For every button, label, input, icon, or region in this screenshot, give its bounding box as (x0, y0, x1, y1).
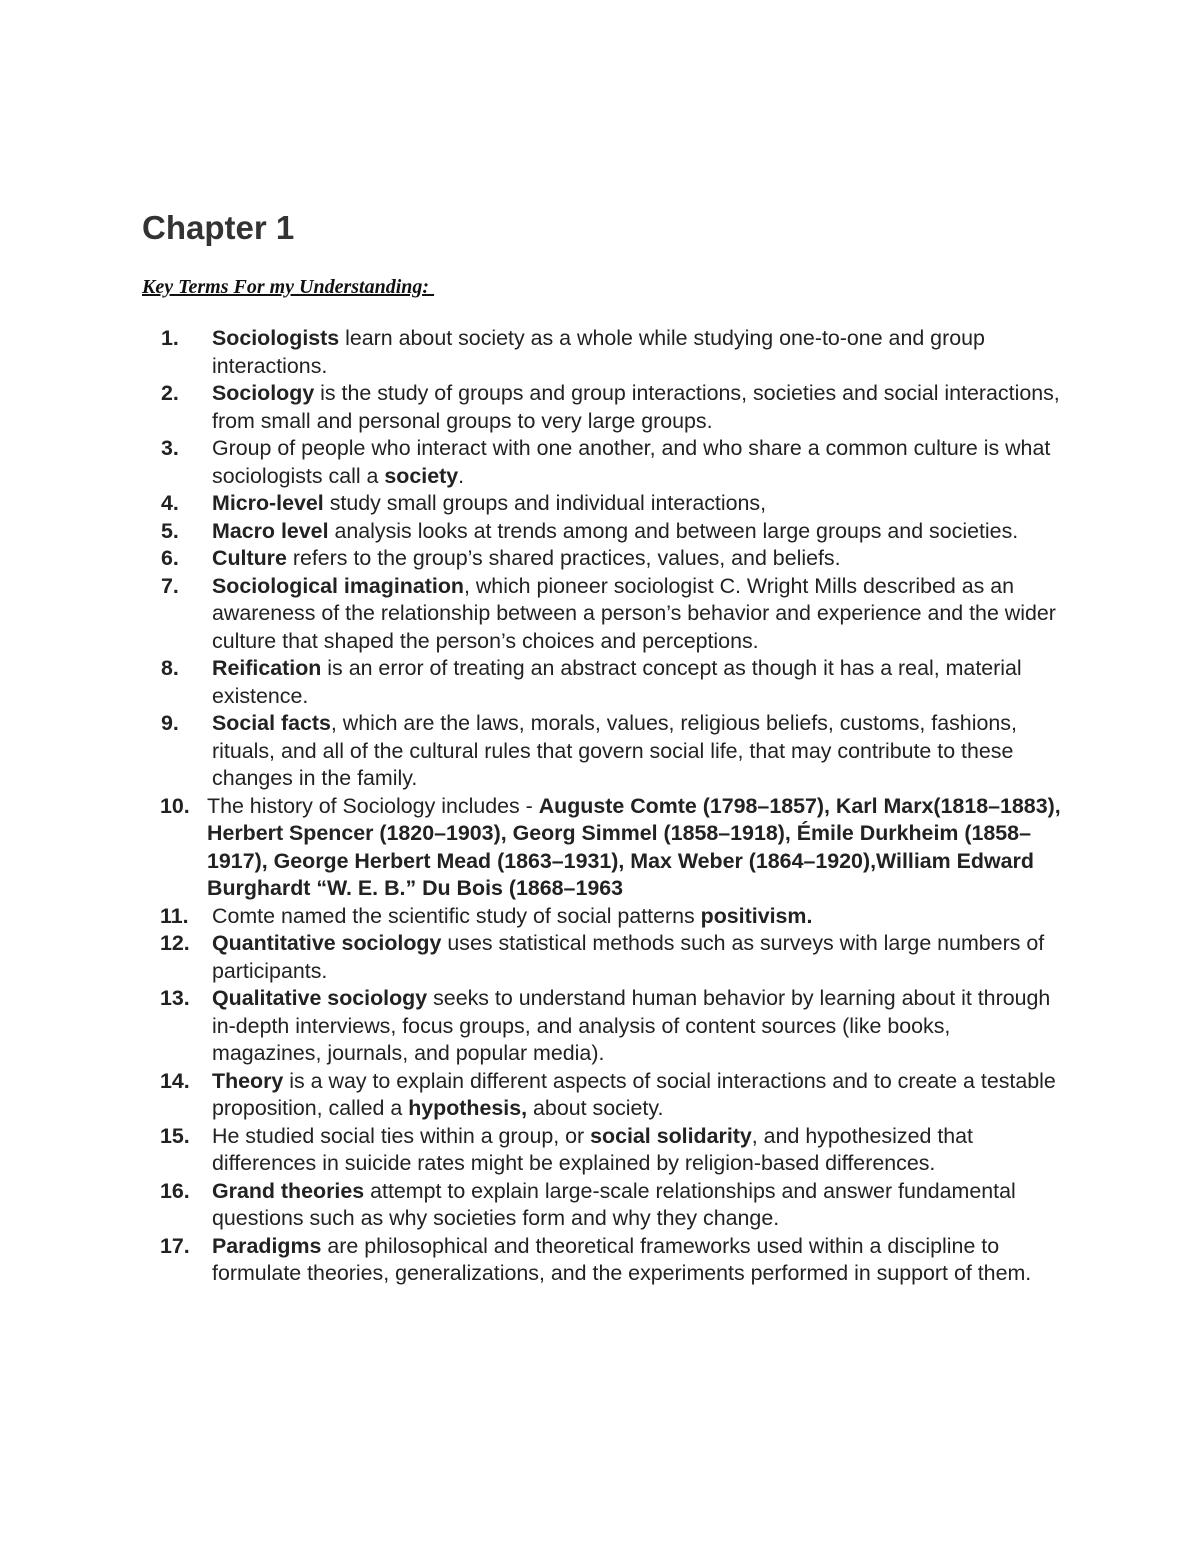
key-term: Culture (212, 546, 287, 570)
term-description: , which are the laws, morals, values, religious beliefs, customs, fashions, rituals, and all of the cultural rules that govern social life, that may contribute to these changes in the family. (212, 711, 1017, 790)
key-term: Quantitative sociology (212, 931, 442, 955)
list-item-text (212, 655, 1062, 710)
list-item-text (207, 793, 1062, 903)
list-item-text (212, 545, 1062, 573)
term-description: is an error of treating an abstract concept as though it has a real, material existence. (212, 656, 1022, 708)
list-item-number: 4. (161, 491, 179, 515)
chapter-title: Chapter 1 (142, 209, 295, 246)
term-description: He studied social ties within a group, or (212, 1123, 591, 1148)
term-description: analysis looks at trends among and between large groups and societies. (328, 518, 1019, 543)
key-term: hypothesis, (408, 1096, 528, 1120)
key-term: Macro level (212, 518, 329, 543)
term-description: study small groups and individual interactions, (323, 491, 767, 515)
list-item (142, 545, 1062, 573)
list-item-number: 10. (160, 793, 190, 818)
key-term: Grand theories (212, 1178, 365, 1203)
list-item-text (212, 1123, 1062, 1178)
list-item (142, 985, 1062, 1068)
list-item (142, 325, 1062, 380)
key-term: Social facts (212, 711, 331, 735)
list-item-text (212, 380, 1062, 435)
list-item-text (212, 1068, 1062, 1123)
list-item (142, 518, 1062, 546)
term-description: uses statistical methods such as surveys with large numbers of participants. (212, 931, 1045, 983)
section-heading: Key Terms For my Understanding: (142, 276, 435, 298)
key-term: society (384, 463, 459, 488)
list-item (142, 380, 1062, 435)
list-item-text (212, 435, 1062, 490)
list-item (142, 490, 1062, 518)
list-item-number: 8. (161, 656, 179, 680)
list-item (142, 1068, 1062, 1123)
list-item-number: 6. (161, 546, 179, 570)
key-term: Auguste Comte (1798–1857), Karl Marx(1818–1883), Herbert Spencer (1820–1903), Georg Simmel (1858–1918), Émile Durkheim (1858–1917), George Herbert Mead (1863–1931), Max Weber (1864–1920),William Edward Burghardt “W. E. B.” Du Bois (1868–1963 (207, 793, 1061, 900)
key-term: positivism. (700, 903, 813, 928)
list-item-text (212, 518, 1062, 546)
key-term: social solidarity (590, 1123, 752, 1148)
list-item-text (212, 490, 1062, 518)
list-item-number: 3. (161, 436, 179, 460)
term-description: , which pioneer sociologist C. Wright Mills described as an awareness of the relationship between a person’s behavior and experience and the wider culture that shaped the person’s choices and perceptions. (212, 573, 1056, 653)
term-description: attempt to explain large-scale relationships and answer fundamental questions such as why societies form and why they change. (212, 1178, 1016, 1230)
list-item-text (212, 573, 1062, 656)
term-description: are philosophical and theoretical frameworks used within a discipline to formulate theories, generalizations, and the experiments performed in support of them. (212, 1233, 1032, 1285)
key-term: Qualitative sociology (212, 986, 428, 1010)
list-item-number: 16. (160, 1178, 190, 1203)
list-item-text (212, 930, 1062, 985)
list-item-number: 14. (160, 1068, 190, 1093)
term-description: The history of Sociology includes - (207, 793, 539, 818)
list-item-number: 2. (161, 381, 179, 405)
key-term: Sociological imagination (212, 573, 464, 598)
list-item (142, 930, 1062, 985)
term-description: learn about society as a whole while studying one-to-one and group interactions. (212, 326, 985, 378)
list-item (142, 573, 1062, 656)
term-description: . (458, 463, 465, 488)
list-item-number: 12. (160, 931, 190, 955)
list-item (142, 435, 1062, 490)
list-item-number: 17. (160, 1233, 190, 1258)
list-item (142, 710, 1062, 793)
list-item (142, 1178, 1062, 1233)
term-description: Group of people who interact with one another, and who share a common culture is what sociologists call a (212, 436, 1051, 488)
list-item-text (212, 325, 1062, 380)
term-description: about society. (527, 1096, 664, 1120)
term-description: is the study of groups and group interactions, societies and social interactions, from small and personal groups to very large groups. (212, 381, 1060, 433)
list-item-text (212, 1233, 1062, 1288)
term-description: refers to the group’s shared practices, values, and beliefs. (286, 546, 841, 570)
list-item (142, 1233, 1062, 1288)
term-description: is a way to explain different aspects of social interactions and to create a testable proposition, called a (212, 1068, 1056, 1120)
list-item-number: 13. (160, 986, 190, 1010)
term-description: seeks to understand human behavior by learning about it through in-depth interviews, focus groups, and analysis of content sources (like books, magazines, journals, and popular media). (212, 986, 1051, 1065)
key-term: Reification (212, 656, 322, 680)
term-description: , and hypothesized that differences in suicide rates might be explained by religion-based differences. (212, 1123, 973, 1175)
list-item-text (212, 1178, 1062, 1233)
list-item (142, 655, 1062, 710)
key-term: Sociology (212, 381, 315, 405)
key-term: Sociologists (212, 326, 340, 350)
list-item-text (212, 710, 1062, 793)
list-item-number: 1. (161, 326, 179, 350)
list-item-number: 5. (161, 518, 179, 543)
list-item-text (212, 985, 1062, 1068)
list-item-number: 9. (161, 711, 179, 735)
key-term: Theory (212, 1068, 284, 1093)
list-item (142, 1123, 1062, 1178)
list-item-number: 11. (160, 903, 189, 928)
key-term: Micro-level (212, 491, 324, 515)
key-term: Paradigms (212, 1233, 322, 1258)
term-description: Comte named the scientific study of social patterns (212, 903, 701, 928)
list-item (142, 903, 1062, 931)
key-terms-list (142, 325, 1062, 1288)
list-item-text (212, 903, 1062, 931)
list-item (142, 793, 1062, 903)
list-item-number: 15. (160, 1123, 190, 1148)
list-item-number: 7. (161, 573, 179, 598)
